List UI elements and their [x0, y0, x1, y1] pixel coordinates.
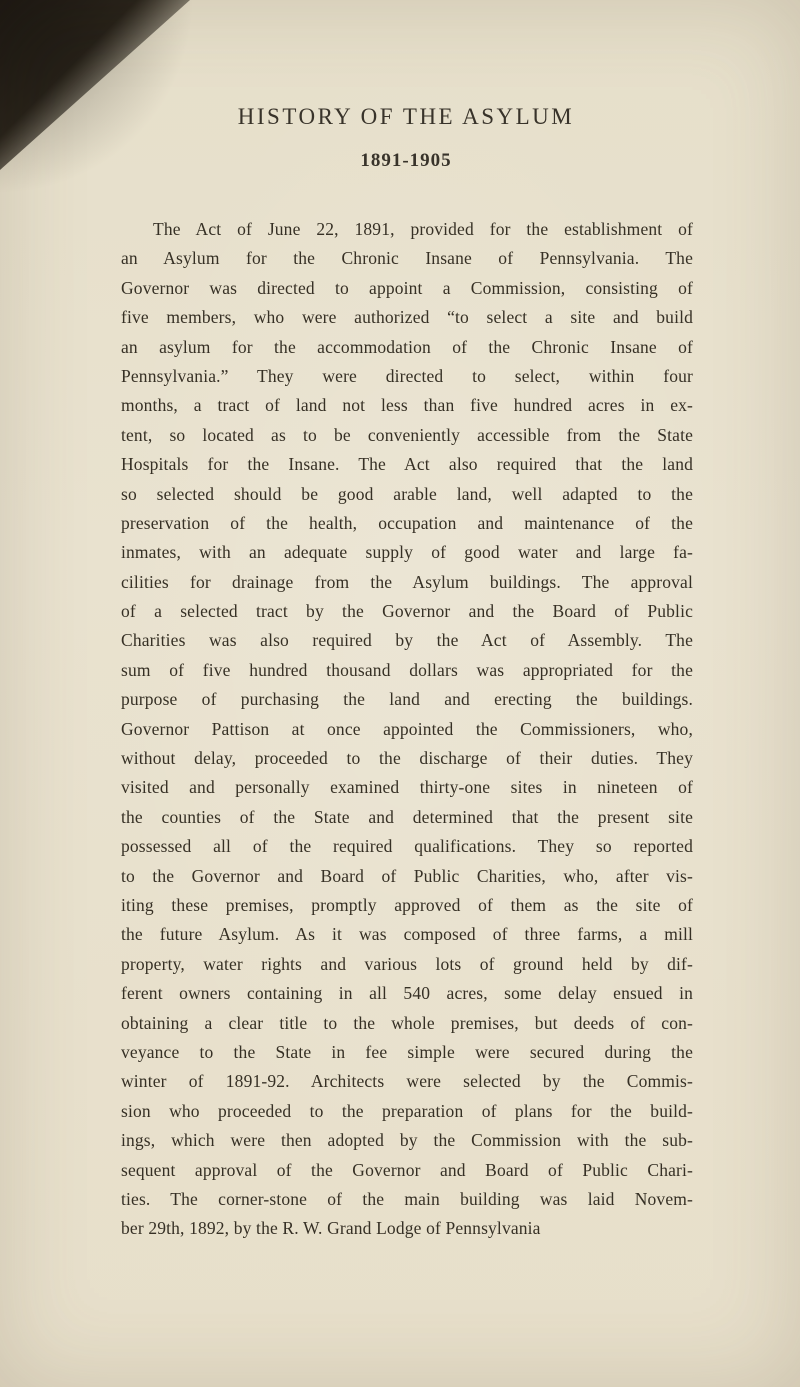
body-line: the future Asylum. As it was composed of three farms, a mill: [121, 924, 693, 945]
body-line: of a selected tract by the Governor and the Board of Public: [121, 601, 693, 622]
body-line: cilities for drainage from the Asylum buildings. The approval: [121, 571, 693, 592]
body-line: the counties of the State and determined that the present site: [121, 806, 693, 827]
body-line: visited and personally examined thirty-one sites in nineteen of: [121, 777, 693, 798]
body-line: Governor Pattison at once appointed the Commissioners, who,: [121, 718, 693, 739]
body-line: possessed all of the required qualifications. They so reported: [121, 836, 693, 857]
body-line: sequent approval of the Governor and Board of Public Chari-: [121, 1159, 693, 1180]
body-line: Hospitals for the Insane. The Act also required that the land: [121, 454, 693, 475]
body-line: preservation of the health, occupation and maintenance of the: [121, 512, 693, 533]
body-line: winter of 1891-92. Architects were selected by the Commis-: [121, 1071, 693, 1092]
body-line: property, water rights and various lots of ground held by dif-: [121, 953, 693, 974]
body-line: sion who proceeded to the preparation of plans for the build-: [121, 1100, 693, 1121]
body-line: an asylum for the accommodation of the Chronic Insane of: [121, 336, 693, 357]
body-line: veyance to the State in fee simple were secured during the: [121, 1041, 693, 1062]
body-line: an Asylum for the Chronic Insane of Pennsylvania. The: [121, 248, 693, 269]
body-line: Charities was also required by the Act of Assembly. The: [121, 630, 693, 651]
body-line: without delay, proceeded to the discharge of their duties. They: [121, 748, 693, 769]
body-line: ings, which were then adopted by the Commission with the sub-: [121, 1130, 693, 1151]
body-paragraph: [121, 215, 693, 1244]
page-subtitle: 1891-1905: [360, 150, 452, 171]
scan-corner-shadow: [0, 0, 190, 170]
body-line: tent, so located as to be conveniently accessible from the State: [121, 424, 693, 445]
body-line: ber 29th, 1892, by the R. W. Grand Lodge of Pennsylvania: [121, 1218, 541, 1239]
body-line: Governor was directed to appoint a Commission, consisting of: [121, 277, 693, 298]
body-line: inmates, with an adequate supply of good water and large fa-: [121, 542, 693, 563]
body-line: five members, who were authorized “to select a site and build: [121, 307, 693, 328]
body-line: iting these premises, promptly approved of them as the site of: [121, 894, 693, 915]
body-line: The Act of June 22, 1891, provided for the establishment of: [153, 219, 693, 239]
body-line: so selected should be good arable land, well adapted to the: [121, 483, 693, 504]
body-line: ferent owners containing in all 540 acres, some delay ensued in: [121, 983, 693, 1004]
body-line: months, a tract of land not less than five hundred acres in ex-: [121, 395, 693, 416]
body-line: to the Governor and Board of Public Charities, who, after vis-: [121, 865, 693, 886]
body-line: Pennsylvania.” They were directed to select, within four: [121, 365, 693, 386]
body-line: obtaining a clear title to the whole premises, but deeds of con-: [121, 1012, 693, 1033]
body-line: sum of five hundred thousand dollars was appropriated for the: [121, 659, 693, 680]
body-line: purpose of purchasing the land and erecting the buildings.: [121, 689, 693, 710]
page-title: HISTORY OF THE ASYLUM: [237, 104, 575, 129]
body-line: ties. The corner-stone of the main building was laid Novem-: [121, 1188, 693, 1209]
